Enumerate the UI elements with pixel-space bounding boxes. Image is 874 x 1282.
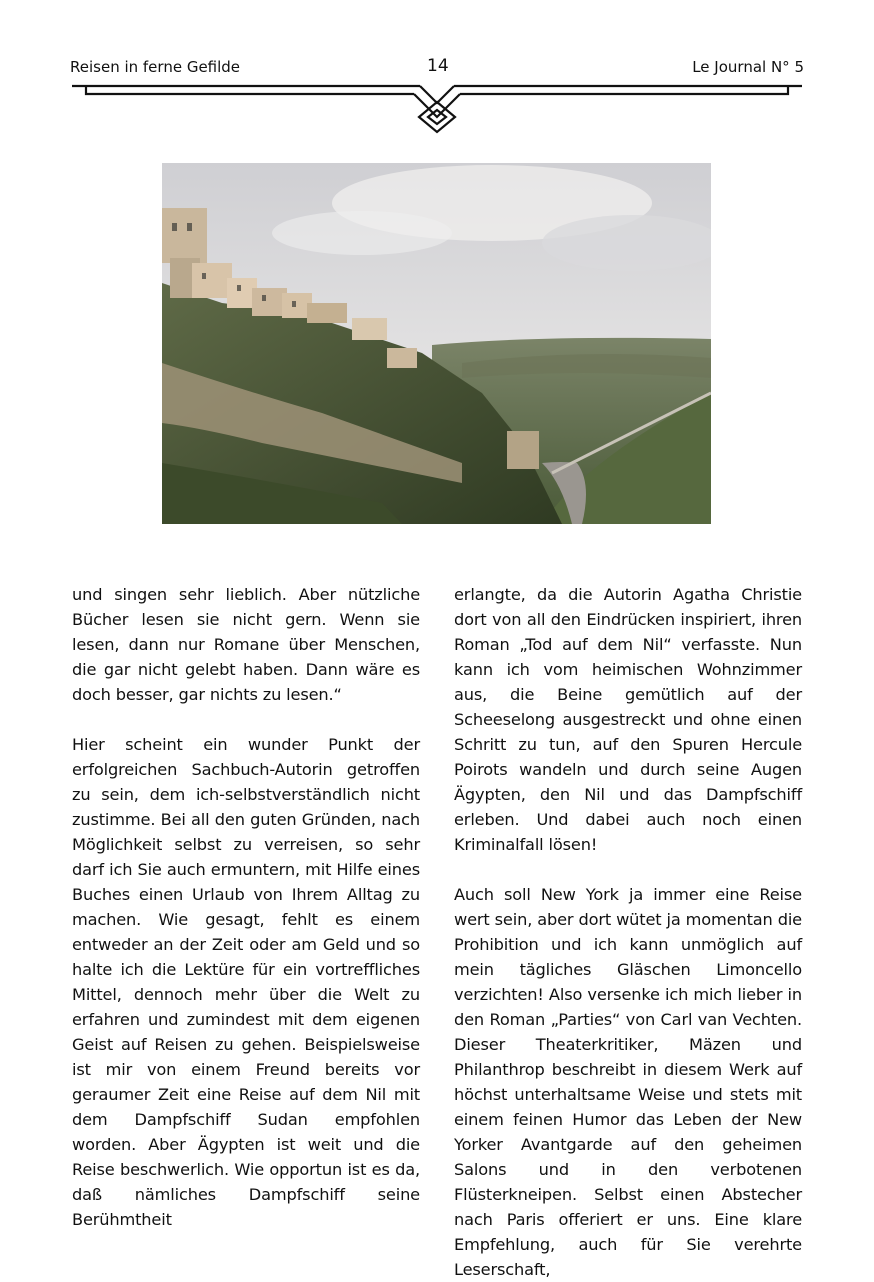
paragraph: Hier scheint ein wunder Punkt der erfolgreichen Sachbuch-Autorin getroffen zu sein, dem ich-selbstverständlich nicht zustimme. Bei all den guten Gründen, nach Möglichkeit selbst zu verreisen, so sehr darf ich Sie auch ermuntern, mit Hilfe eines Buches einen Urlaub von Ihrem Alltag zu machen. Wie gesagt, fehlt es einem entweder an der Zeit oder am Geld und so halte ich die Lektüre für ein vortreffliches Mittel, dennoch mehr über die Welt zu erfahren und zumindest mit dem eigenen Geist auf Reisen zu gehen. Beispielsweise ist mir von einem Freund bereits vor geraumer Zeit eine Reise auf dem Nil mit dem Dampfschiff Sudan empfohlen worden. Aber Ägypten ist weit und die Reise beschwerlich. Wie opportun ist es da, daß nämliches Dampfschiff seine Berühmtheit xyxy=(72,735,420,1229)
page-number: 14 xyxy=(427,56,449,76)
paragraph: Auch soll New York ja immer eine Reise wert sein, aber dort wütet ja momentan die Prohibition und ich kann unmöglich auf mein tägliches Gläschen Limoncello verzichten! Also versenke ich mich lieber in den Roman „Parties“ von Carl van Vechten. Dieser Theaterkritiker, Mäzen und Philanthrop beschreibt in diesem Werk auf höchst unterhaltsame Weise und stets mit einem feinen Humor das Leben der New Yorker Avantgarde auf den geheimen Salons und in den verbotenen Flüsterkneipen. Selbst einen Abstecher nach Paris offeriert er uns. Eine klare Empfehlung, auch für Sie verehrte Leserschaft, xyxy=(454,885,802,1279)
photo-illustration xyxy=(162,163,711,524)
text-column-left xyxy=(72,582,420,1232)
text-column-right xyxy=(454,582,802,1282)
running-title-right: Le Journal N° 5 xyxy=(692,58,804,76)
art-deco-header-ornament xyxy=(0,0,874,140)
page-header xyxy=(0,0,874,140)
paragraph: und singen sehr lieblich. Aber nützliche Bücher lesen sie nicht gern. Wenn sie lesen, dann nur Romane über Menschen, die gar nicht gelebt haben. Dann wäre es doch besser, gar nichts zu lesen.“ xyxy=(72,585,420,704)
landscape-photo xyxy=(162,163,711,524)
paragraph: erlangte, da die Autorin Agatha Christie dort von all den Eindrücken inspiriert, ihren Roman „Tod auf dem Nil“ verfasste. Nun kann ich vom heimischen Wohnzimmer aus, die Beine gemütlich auf der Scheeselong ausgestreckt und ohne einen Schritt zu tun, auf den Spuren Hercule Poirots wandeln und durch seine Augen Ägypten, den Nil und das Dampfschiff erleben. Und dabei auch noch einen Kriminalfall lösen! xyxy=(454,585,802,854)
running-title-left: Reisen in ferne Gefilde xyxy=(70,58,241,76)
